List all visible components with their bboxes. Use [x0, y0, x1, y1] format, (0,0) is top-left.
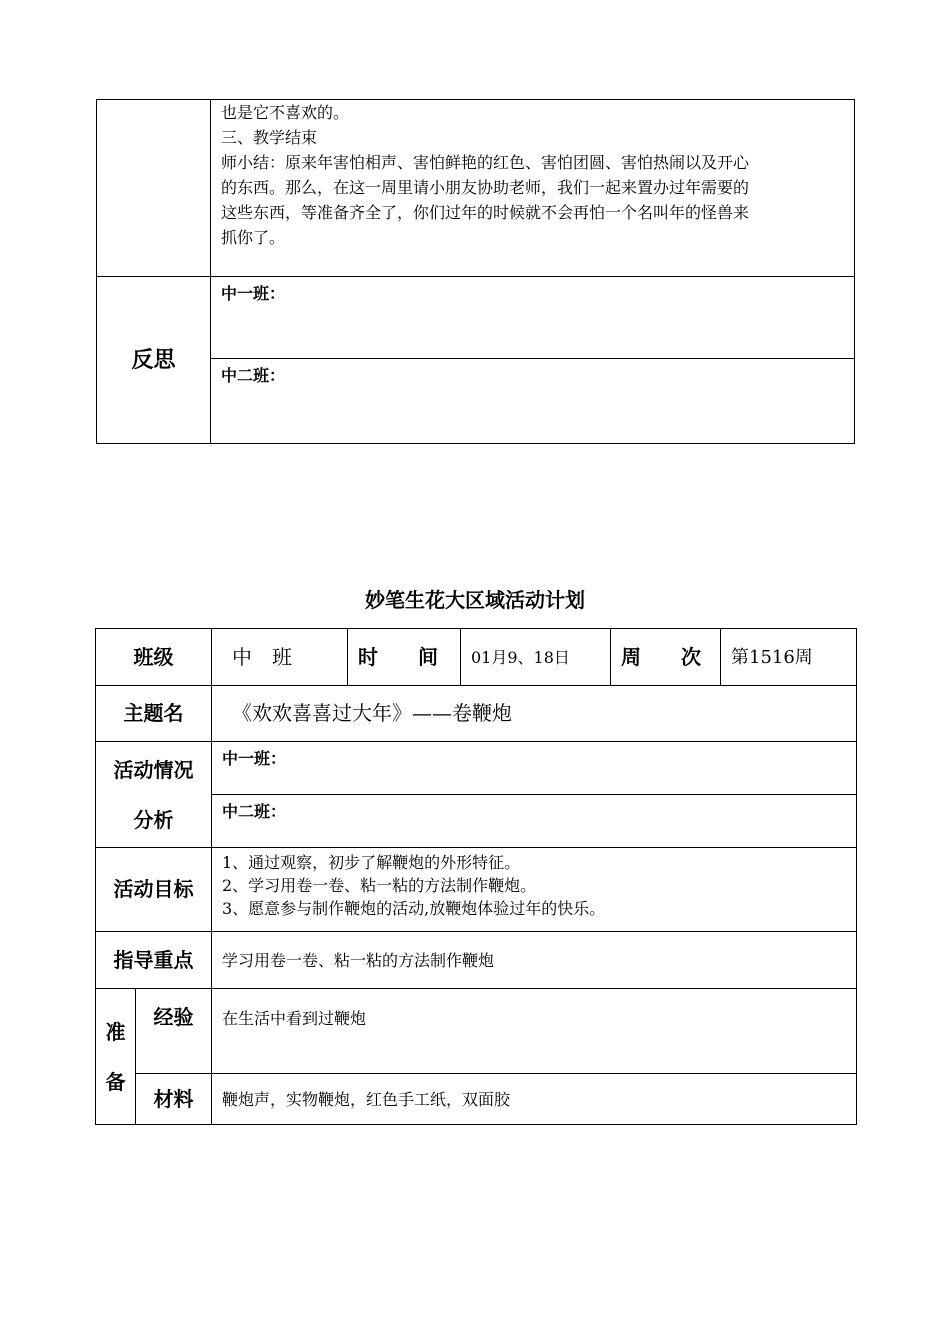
materials-label: 材料 — [136, 1074, 212, 1125]
goal-item: 2、学习用卷一卷、粘一粘的方法制作鞭炮。 — [222, 876, 537, 895]
class-value: 中 班 — [212, 629, 348, 686]
situation-label-line1: 活动情况 — [113, 757, 194, 782]
situation-class1: 中一班： — [212, 742, 857, 795]
goal-label: 活动目标 — [96, 848, 212, 932]
reflection-label: 反思 — [97, 277, 211, 444]
goal-item: 3、愿意参与制作鞭炮的活动,放鞭炮体验过年的快乐。 — [222, 899, 606, 918]
body-line: 也是它不喜欢的。 — [221, 103, 350, 122]
lesson-body-cell — [211, 100, 855, 277]
lesson-continuation-table — [96, 99, 855, 444]
reflection-class1: 中一班： — [211, 277, 855, 359]
body-line: 三、教学结束 — [221, 128, 318, 147]
reflection-class2: 中二班： — [211, 359, 855, 444]
situation-class2: 中二班： — [212, 795, 857, 848]
goal-item: 1、通过观察，初步了解鞭炮的外形特征。 — [222, 853, 521, 872]
week-label: 周 次 — [611, 629, 721, 686]
experience-label: 经验 — [136, 989, 212, 1074]
plan-title: 妙笔生花大区域活动计划 — [365, 588, 585, 612]
focus-value: 学习用卷一卷、粘一粘的方法制作鞭炮 — [212, 932, 857, 989]
activity-plan-table — [95, 628, 857, 1125]
class-label: 班级 — [96, 629, 212, 686]
theme-label: 主题名 — [96, 686, 212, 742]
materials-value: 鞭炮声，实物鞭炮，红色手工纸，双面胶 — [212, 1074, 857, 1125]
week-value: 第1516周 — [721, 629, 857, 686]
goal-list — [212, 848, 857, 932]
prep-label-line2: 备 — [105, 1069, 126, 1094]
time-label: 时 间 — [348, 629, 461, 686]
focus-label: 指导重点 — [96, 932, 212, 989]
experience-value: 在生活中看到过鞭炮 — [212, 989, 857, 1074]
body-line: 抓你了。 — [221, 228, 286, 247]
prep-label-line1: 准 — [105, 1019, 126, 1044]
body-line: 这些东西，等准备齐全了，你们过年的时候就不会再怕一个名叫年的怪兽来 — [221, 203, 750, 222]
body-line: 的东西。那么，在这一周里请小朋友协助老师，我们一起来置办过年需要的 — [221, 178, 750, 197]
theme-value: 《欢欢喜喜过大年》——卷鞭炮 — [212, 686, 857, 742]
empty-label-cell — [97, 100, 211, 277]
situation-label — [96, 742, 212, 848]
prep-label — [96, 989, 136, 1125]
body-line: 师小结：原来年害怕相声、害怕鲜艳的红色、害怕团圆、害怕热闹以及开心 — [221, 153, 750, 172]
situation-label-line2: 分析 — [133, 807, 174, 832]
time-value: 01月9、18日 — [461, 629, 611, 686]
